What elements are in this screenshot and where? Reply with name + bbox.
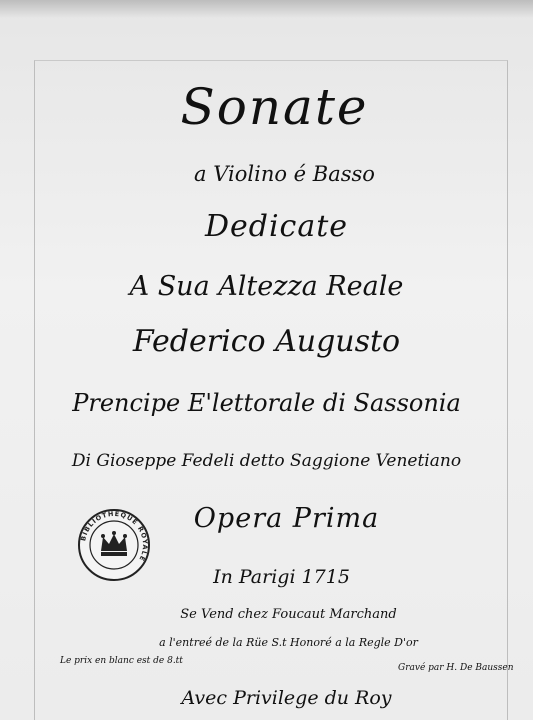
dedicatee-rank-line: Prencipe E'lettorale di Sassonia — [72, 389, 461, 417]
price-note: Le prix en blanc est de 8.tt — [60, 656, 183, 666]
composer-line: Di Gioseppe Fedeli detto Saggione Venetiano — [71, 451, 462, 471]
instrumentation-line: a Violino é Basso — [194, 162, 375, 186]
page-edge-shadow — [0, 0, 533, 18]
dedicatee-name: Federico Augusto — [132, 324, 401, 359]
library-stamp — [76, 507, 152, 583]
seller-line: Se Vend chez Foucaut Marchand — [180, 607, 397, 622]
work-title: Sonate — [180, 78, 369, 136]
opus-line: Opera Prima — [193, 503, 380, 534]
stamp-text: BIBLIOTHÈQUE ROYALE — [79, 509, 150, 563]
seller-address-line: a l'entreé de la Rüe S.t Honoré a la Regle D'or — [159, 636, 418, 649]
engraver-credit: Gravé par H. De Baussen — [398, 663, 514, 673]
royal-privilege-line: Avec Privilege du Roy — [181, 687, 392, 709]
dedication-heading: Dedicate — [204, 209, 349, 244]
place-year-line: In Parigi 1715 — [213, 566, 350, 588]
dedicatee-title-line: A Sua Altezza Reale — [129, 271, 404, 302]
